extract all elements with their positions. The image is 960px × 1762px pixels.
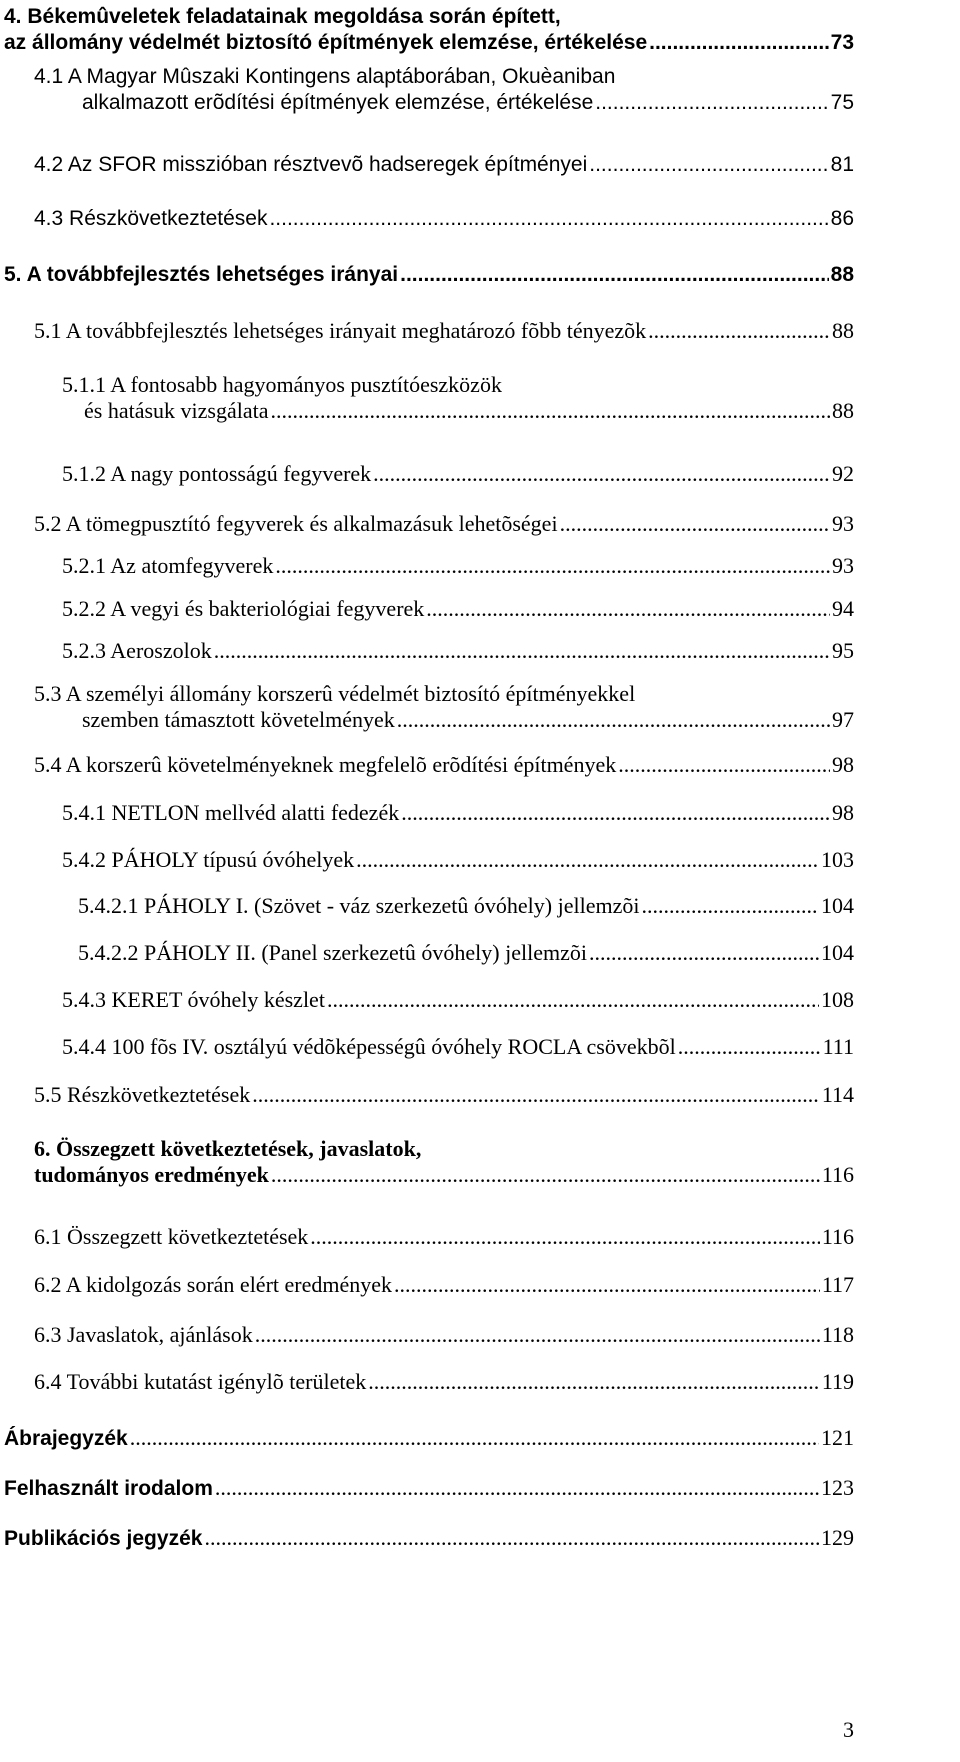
dot-leader [618,752,830,778]
toc-entry-text: 5.1.2 A nagy pontosságú fegyverek [62,461,372,486]
toc-entry-text: 5. A továbbfejlesztés lehetséges irányai [4,263,399,286]
toc-entry-page: 98 [832,752,854,777]
toc-entry-5-4-3 [62,987,854,1013]
toc-entry-page: 119 [821,1369,854,1394]
toc-entry-5-4-2-1 [78,893,854,919]
toc-entry-text: és hatásuk vizsgálata [84,398,269,423]
page-number: 3 [843,1717,854,1742]
toc-entry-5-1-2 [62,461,854,487]
dot-leader [641,893,819,919]
toc-entry-page: 103 [821,847,854,872]
dot-leader [368,1369,820,1395]
toc-entry-text: 5.4.2.1 PÁHOLY I. (Szövet - váz szerkezetû óvóhely) jellemzõi [78,893,640,918]
toc-entry-figures [4,1425,854,1452]
toc-entry-page: 118 [821,1322,854,1347]
toc-entry-page: 114 [821,1082,854,1107]
dot-leader [426,596,830,622]
toc-entry-bibliography [4,1475,854,1502]
dot-leader [589,152,828,178]
toc-entry-page: 97 [832,707,854,732]
toc-entry-text: 6.2 A kidolgozás során elért eredmények [34,1272,393,1297]
toc-entry-page: 88 [832,318,854,343]
toc-entry-text: 4.3 Részkövetkeztetések [34,207,268,230]
dot-leader [215,1475,819,1501]
toc-entry-5-2-1 [62,553,854,579]
toc-entry-page: 75 [830,91,854,114]
toc-entry-chapter-6 [34,1136,854,1188]
toc-entry-text: 5.4 A korszerû követelményeknek megfelelõ erõdítési építmények [34,752,617,777]
dot-leader [649,30,829,56]
toc-entry-5-4-4 [62,1034,854,1060]
toc-entry-page: 104 [821,940,854,965]
toc-entry-text: az állomány védelmét biztosító építmények elemzése, értékelése [4,31,648,54]
dot-leader [327,987,819,1013]
toc-entry-text: 5.4.4 100 fõs IV. osztályú védõképességû óvóhely ROCLA csövekbõl [62,1034,676,1059]
toc-entry-text: 6.1 Összegzett következtetések [34,1224,309,1249]
dot-leader [130,1425,819,1451]
dot-leader [394,1272,820,1298]
toc-entry-page: 81 [830,153,854,176]
toc-entry-text: 5.1 A továbbfejlesztés lehetséges irányait meghatározó fõbb tényezõk [34,318,647,343]
toc-entry-chapter-4 [4,4,854,56]
toc-entry-5-1 [34,318,854,344]
dot-leader [255,1322,820,1348]
toc-entry-chapter-5 [4,262,854,288]
toc-entry-5-4-1 [62,800,854,826]
toc-entry-6-1 [34,1224,854,1250]
toc-entry-6-2 [34,1272,854,1298]
toc-entry-5-1-1 [62,372,854,424]
toc-entry-5-4-2-2 [78,940,854,966]
toc-entry-4-3 [34,206,854,232]
toc-entry-text: 5.5 Részkövetkeztetések [34,1082,251,1107]
toc-entry-first-line: 5.1.1 A fontosabb hagyományos pusztítóeszközök [62,372,502,397]
toc-entry-5-4-2 [62,847,854,873]
toc-entry-text: 5.4.1 NETLON mellvéd alatti fedezék [62,800,400,825]
toc-entry-page: 88 [832,398,854,423]
toc-entry-text: 5.4.2.2 PÁHOLY II. (Panel szerkezetû óvóhely) jellemzõi [78,940,587,965]
toc-entry-text: Ábrajegyzék [4,1427,128,1450]
dot-leader [271,1162,820,1188]
toc-entry-text: szemben támasztott követelmények [82,707,395,732]
dot-leader [356,847,819,873]
toc-entry-5-3 [34,681,854,733]
toc-entry-text: 6.3 Javaslatok, ajánlások [34,1322,253,1347]
dot-leader [560,511,830,537]
toc-entry-5-4 [34,752,854,778]
toc-entry-page: 111 [822,1034,854,1059]
toc-entry-page: 86 [830,207,854,230]
toc-entry-5-2-2 [62,596,854,622]
toc-entry-page: 94 [832,596,854,621]
dot-leader [397,707,830,733]
toc-entry-page: 98 [832,800,854,825]
toc-entry-publications [4,1525,854,1552]
dot-leader [214,638,830,664]
toc-entry-page: 88 [830,263,854,286]
toc-entry-first-line: 4. Békemûveletek feladatainak megoldása során épített, [4,5,561,28]
toc-entry-text: 5.2.1 Az atomfegyverek [62,553,274,578]
toc-entry-first-line: 5.3 A személyi állomány korszerû védelmét biztosító építményekkel [34,681,636,706]
toc-entry-text: 5.2.2 A vegyi és bakteriológiai fegyverek [62,596,425,621]
toc-entry-5-2 [34,511,854,537]
toc-entry-text: tudományos eredmények [34,1162,269,1187]
dot-leader [400,262,829,288]
dot-leader [269,206,828,232]
toc-entry-first-line: 6. Összegzett következtetések, javaslatok, [34,1136,422,1161]
toc-entry-page: 93 [832,553,854,578]
toc-entry-first-line: 4.1 A Magyar Mûszaki Kontingens alaptáborában, Okuèaniban [34,65,616,88]
toc-entry-text: 5.2 A tömegpusztító fegyverek és alkalmazásuk lehetõségei [34,511,558,536]
toc-entry-text: 5.2.3 Aeroszolok [62,638,212,663]
toc-entry-page: 95 [832,638,854,663]
toc-entry-page: 116 [821,1224,854,1249]
dot-leader [678,1034,821,1060]
toc-entry-page: 108 [821,987,854,1012]
toc-entry-page: 116 [821,1162,854,1187]
dot-leader [310,1224,820,1250]
toc-entry-6-3 [34,1322,854,1348]
toc-entry-4-1 [34,64,854,116]
dot-leader [252,1082,820,1108]
dot-leader [271,398,831,424]
toc-entry-text: alkalmazott erõdítési építmények elemzése, értékelése [82,91,594,114]
toc-entry-text: Felhasznált irodalom [4,1477,213,1500]
toc-entry-text: 5.4.3 KERET óvóhely készlet [62,987,325,1012]
toc-entry-page: 73 [830,31,854,54]
toc-entry-6-4 [34,1369,854,1395]
toc-entry-page: 121 [821,1425,854,1450]
toc-entry-page: 104 [821,893,854,918]
dot-leader [275,553,830,579]
dot-leader [595,90,828,116]
toc-entry-text: Publikációs jegyzék [4,1527,203,1550]
dot-leader [401,800,830,826]
toc-entry-5-2-3 [62,638,854,664]
toc-entry-page: 93 [832,511,854,536]
dot-leader [589,940,819,966]
toc-entry-page: 129 [821,1525,854,1550]
toc-entry-page: 123 [821,1475,854,1500]
dot-leader [204,1525,819,1551]
toc-entry-text: 6.4 További kutatást igénylõ területek [34,1369,367,1394]
dot-leader [648,318,830,344]
toc-entry-4-2 [34,152,854,178]
toc-entry-text: 5.4.2 PÁHOLY típusú óvóhelyek [62,847,355,872]
toc-entry-5-5 [34,1082,854,1108]
dot-leader [373,461,830,487]
toc-entry-page: 117 [821,1272,854,1297]
toc-entry-text: 4.2 Az SFOR misszióban résztvevõ hadseregek építményei [34,153,588,176]
toc-entry-page: 92 [832,461,854,486]
